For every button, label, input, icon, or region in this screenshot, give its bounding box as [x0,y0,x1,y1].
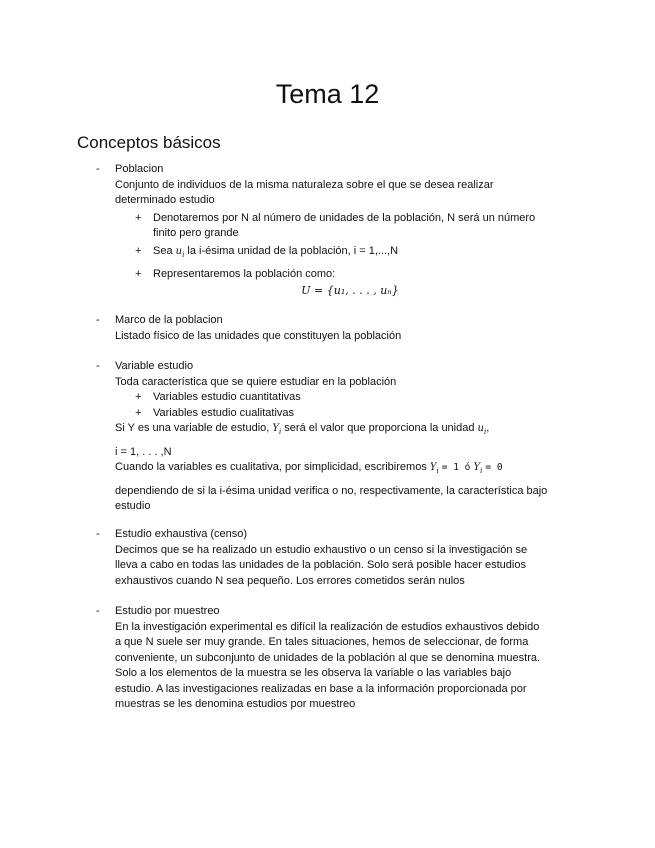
math-var: u [477,423,484,434]
text-fragment: , [486,422,490,434]
bullet-text: Representaremos la población como: [153,268,336,280]
bullet-text: la i-ésima unidad de la población, i = 1,...,N [187,244,399,257]
text-line: i = 1, . . . ,N [115,445,172,458]
math-eq: = 1 ó [441,462,471,473]
bullet-continuation [115,226,585,242]
section-heading: Conceptos básicos [77,133,221,152]
bullet-item [115,211,585,227]
math-ui [176,246,185,257]
text-fragment: Si Y es una variable de estudio, [115,422,270,434]
math-sub: i [278,428,282,436]
list-dash: - [96,528,100,540]
text-fragment: será el valor que proporciona la unidad [284,422,475,434]
bullet-text: Sea [153,244,173,257]
text-line: determinado estudio [115,194,215,206]
population-formula: U = {u₁, . . . , uₙ} [301,283,399,297]
text-line [115,421,585,441]
text-fragment: Cuando la variables es cualitativa, por simplicidad, escribiremos [115,461,427,473]
item-label: Variable estudio [115,360,194,372]
bullet-text: finito pero grande [153,227,239,239]
item-label: Poblacion [115,163,164,175]
math-var: u [175,245,183,257]
item-muestreo [115,604,585,713]
text-line: muestras se les denomina estudios por muestreo [115,698,356,710]
bullet-item [115,267,585,283]
text-line: dependiendo de si la i-ésima unidad verifica o no, respectivamente, la característica bajo [115,484,548,497]
math-sub: i [436,467,439,475]
text-line: Decimos que se ha realizado un estudio exhaustivo o un censo si la investigación se [115,543,528,556]
math-var: Y [272,423,279,434]
plus-marker: + [135,406,142,419]
item-exhaustivo [115,527,585,589]
item-poblacion [115,162,585,298]
math-eq: = 0 [485,462,503,473]
text-line: Conjunto de individuos de la misma naturaleza sobre el que se desea realizar [115,178,494,191]
item-label: Estudio por muestreo [115,605,220,617]
text-line: estudio [115,500,151,512]
text-line: En la investigación experimental es difícil la realización de estudios exhaustivos debido [115,620,540,633]
math-sub: i [182,250,185,259]
item-label: Marco de la poblacion [115,314,223,326]
item-marco [115,313,585,344]
math-var: Y [429,462,437,473]
math-sub: i [484,428,487,436]
bullet-item [115,390,585,406]
text-line [115,460,585,480]
plus-marker: + [135,391,142,403]
plus-marker: + [135,268,142,280]
bullet-item [115,406,585,422]
text-line: estudio. A las investigaciones realizadas en base a la información proporcionada por [115,682,527,695]
text-line: lleva a cabo en todas las unidades de la población. Solo será posible hacer estudios [115,559,526,571]
math-sub: i [480,467,483,475]
math-ui [477,422,490,436]
text-line: Solo a los elementos de la muestra se les observa la variable o las variables bajo [115,667,512,679]
bullet-text: Variables estudio cuantitativas [153,391,301,403]
plus-marker: + [135,244,142,257]
bullet-item [115,244,585,264]
text-line: exhaustivos cuando N sea pequeño. Los errores cometidos serán nulos [115,574,465,587]
list-dash: - [96,163,100,175]
text-line: Toda característica que se quiere estudiar en la población [115,375,397,388]
math-var: Y [473,462,481,473]
item-label: Estudio exhaustiva (censo) [115,528,248,540]
text-line: a que N suele ser muy grande. En tales situaciones, hemos de seleccionar, de forma [115,636,529,648]
list-dash: - [96,360,100,372]
text-line: conveniente, un subconjunto de unidades de la población al que se denomina muestra. [115,651,541,664]
math-yi [272,423,281,434]
document-title: Tema 12 [275,79,380,109]
list-dash: - [96,605,100,617]
math-yi-zero [473,462,482,473]
text-line: Listado físico de las unidades que constituyen la población [115,329,402,342]
list-dash: - [96,314,100,326]
bullet-text: Denotaremos por N al número de unidades de la población, N será un número [153,211,536,224]
plus-marker: + [135,211,142,224]
item-variable [115,359,585,515]
math-yi-one [430,462,439,473]
bullet-text: Variables estudio cualitativas [153,406,295,419]
